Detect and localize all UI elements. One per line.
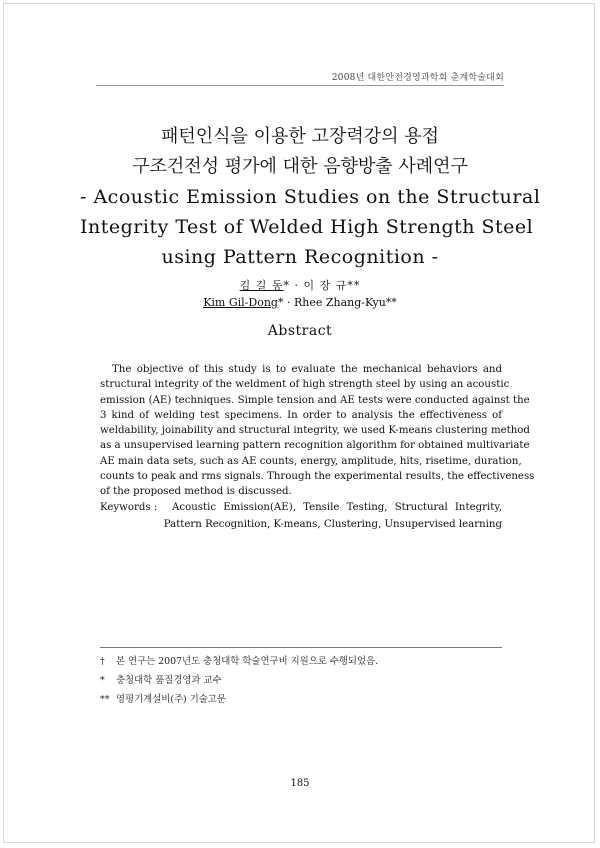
footnote-author1 bbox=[100, 671, 502, 690]
author-separator-en: · bbox=[283, 296, 294, 309]
keywords-label-spacer bbox=[100, 516, 164, 533]
running-header: 2008년 대한안전경영과학회 춘계학술대회 bbox=[331, 73, 504, 83]
footnote-text: 본 연구는 2007년도 충청대학 학술연구비 지원으로 수행되었음. bbox=[116, 656, 379, 667]
page-number: 185 bbox=[290, 778, 310, 789]
footnotes bbox=[100, 652, 502, 709]
author2-ko: 이 장 규 bbox=[303, 279, 348, 292]
title-english bbox=[80, 182, 541, 272]
title-en-line-1: - Acoustic Emission Studies on the Structural bbox=[80, 186, 541, 208]
title-en-line-2: Integrity Test of Welded High Strength Steel bbox=[80, 216, 534, 238]
keywords-label: Keywords : bbox=[100, 502, 158, 513]
author1-ko-mark: * bbox=[283, 279, 290, 292]
footnote-mark: * bbox=[100, 675, 105, 686]
abstract-line: of the proposed method is discussed. bbox=[100, 486, 292, 498]
author1-en-mark: * bbox=[277, 296, 284, 309]
abstract-body bbox=[100, 362, 535, 500]
author2-en: Rhee Zhang-Kyu bbox=[293, 296, 386, 309]
footnote-text: 충청대학 품질경영과 교수 bbox=[116, 675, 222, 686]
authors-korean bbox=[0, 277, 600, 293]
abstract-line: as a unsupervised learning pattern recognition algorithm for obtained multivariate bbox=[100, 440, 530, 452]
title-ko-line-2: 구조건전성 평가에 대한 음향방출 사례연구 bbox=[132, 156, 468, 177]
footnote-mark: ** bbox=[100, 694, 110, 705]
authors-english bbox=[0, 296, 600, 309]
abstract-line: The objective of this study is to evaluate the mechanical behaviors and bbox=[112, 364, 502, 375]
abstract-line: AE main data sets, such as AE counts, energy, amplitude, hits, risetime, duration, bbox=[100, 455, 522, 467]
title-en-line-3: using Pattern Recognition - bbox=[161, 246, 439, 268]
footnote-funding bbox=[100, 652, 502, 671]
author-separator-ko: · bbox=[290, 279, 304, 292]
keywords-row-1 bbox=[100, 499, 502, 516]
abstract-line: counts to peak and rms signals. Through the experimental results, the effectiveness bbox=[100, 471, 535, 483]
author2-ko-mark: ** bbox=[347, 279, 361, 292]
author1-en: Kim Gil-Dong bbox=[203, 296, 278, 309]
header-rule bbox=[96, 85, 504, 86]
keywords-line: Acoustic Emission(AE), Tensile Testing, Structural Integrity, bbox=[172, 502, 502, 513]
title-block bbox=[80, 122, 541, 272]
keywords-row-2 bbox=[100, 516, 502, 533]
title-ko-line-1: 패턴인식을 이용한 고장력강의 용접 bbox=[161, 126, 439, 147]
author1-ko: 김 길 동 bbox=[239, 279, 284, 292]
footnote-rule bbox=[100, 647, 502, 648]
abstract-heading: Abstract bbox=[267, 323, 333, 339]
author2-en-mark: ** bbox=[385, 296, 397, 309]
footnote-mark: † bbox=[100, 656, 105, 667]
footnote-author2 bbox=[100, 690, 502, 709]
title-korean bbox=[80, 122, 520, 182]
abstract-line: structural integrity of the weldment of high strength steel by using an acoustic bbox=[100, 379, 510, 391]
abstract-line: 3 kind of welding test specimens. In order to analysis the effectiveness of bbox=[100, 409, 502, 421]
footnote-text: 영평기계설비(주) 기술고문 bbox=[116, 694, 226, 705]
abstract-line: emission (AE) techniques. Simple tension and AE tests were conducted against the bbox=[100, 394, 530, 406]
keywords-line: Pattern Recognition, K-means, Clustering, Unsupervised learning bbox=[163, 519, 502, 530]
keywords bbox=[100, 499, 502, 533]
abstract-line: weldability, joinability and structural integrity, we used K-means clustering method bbox=[100, 425, 530, 437]
